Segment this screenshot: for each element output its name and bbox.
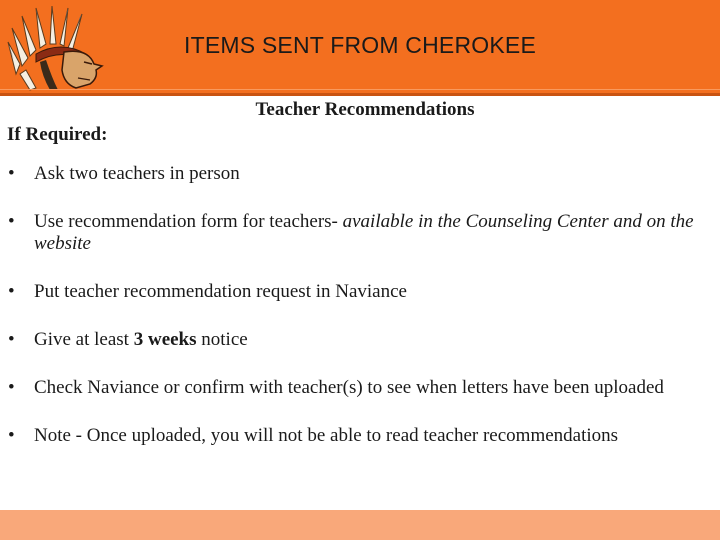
list-item-italic-text: available in the Counseling Center and on the website <box>34 211 694 254</box>
list-item <box>0 281 720 303</box>
slide-subtitle: Teacher Recommendations <box>255 99 475 120</box>
list-item-text: Note - Once uploaded, you will not be able to read teacher recommendations <box>34 425 619 446</box>
list-item <box>0 377 720 399</box>
list-item-text: Check Naviance or confirm with teacher(s) to see when letters have been uploaded <box>34 377 664 398</box>
list-item-bold-text: 3 weeks <box>133 329 197 350</box>
section-label: If Required: <box>7 124 108 145</box>
header-bar <box>0 0 720 96</box>
bullet-icon: • <box>8 281 15 302</box>
header-divider <box>0 89 720 90</box>
list-item-text: Give at least <box>34 329 134 350</box>
list-item <box>0 329 720 351</box>
slide-title: ITEMS SENT FROM CHEROKEE <box>184 32 536 58</box>
bullet-icon: • <box>8 329 15 350</box>
bullet-icon: • <box>8 377 15 398</box>
list-item-text-end: notice <box>196 329 248 350</box>
bullet-icon: • <box>8 211 15 232</box>
list-item-text: Put teacher recommendation request in Naviance <box>34 281 407 302</box>
bullet-list <box>0 163 720 473</box>
list-item-text: Use recommendation form for teachers- <box>34 211 343 232</box>
list-item <box>0 211 720 255</box>
list-item-text: Ask two teachers in person <box>34 163 240 184</box>
list-item <box>0 425 720 447</box>
bullet-icon: • <box>8 163 15 184</box>
list-item <box>0 163 720 185</box>
footer-bar <box>0 510 720 540</box>
bullet-icon: • <box>8 425 15 446</box>
native-headdress-logo-icon <box>6 4 110 92</box>
